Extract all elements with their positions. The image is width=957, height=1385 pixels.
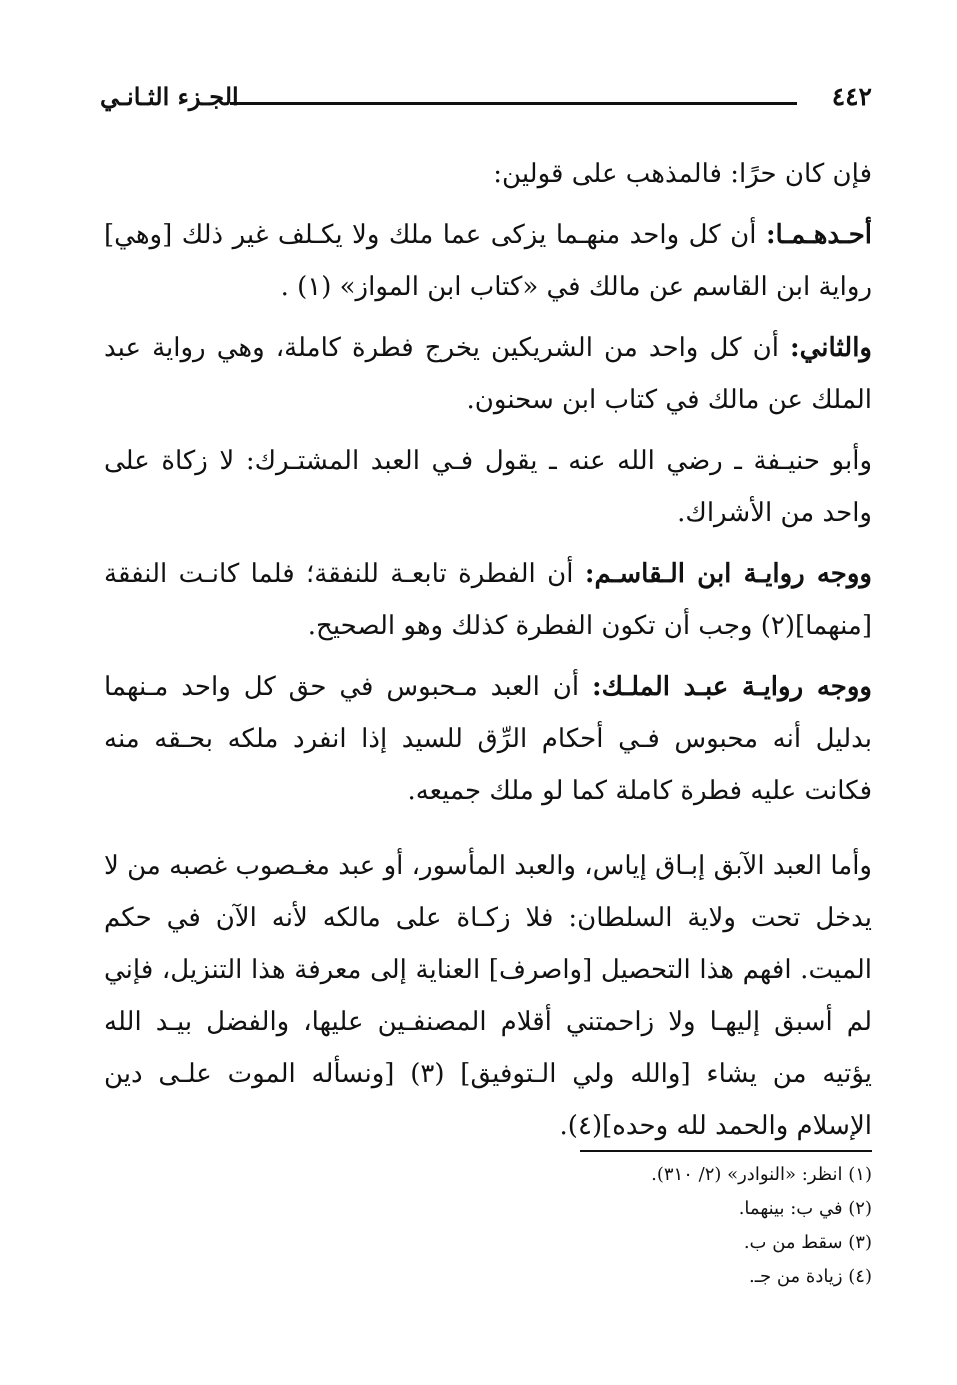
page-header (100, 78, 872, 118)
paragraph (104, 148, 872, 200)
paragraph-text: وأبو حنيـفة ـ رضي الله عنه ـ يقول فـي العبد المشتـرك: لا زكاة على واحد من الأشراك. (104, 446, 872, 528)
running-title: الجـزء الثـانـي (100, 82, 239, 111)
paragraph-text: أن كل واحد من الشريكين يخرج فطرة كاملة، وهي رواية عبد الملك عن مالك في كتاب ابن سحنون. (104, 333, 872, 415)
paragraph (104, 322, 872, 426)
paragraph-lead: ووجه روايـة ابن الـقاسـم: (584, 559, 872, 589)
paragraph (104, 548, 872, 652)
footnote: (٣) سقط من ب. (743, 1232, 872, 1253)
paragraph-text: فإن كان حرًا: فالمذهب على قولين: (493, 159, 872, 189)
paragraph-lead: والثاني: (790, 333, 872, 363)
page-number: ٤٤٢ (831, 82, 872, 111)
paragraph (104, 209, 872, 313)
paragraph-text: أن كل واحد منهـما يزكى عما ملك ولا يكـلف غير ذلك [وهي] رواية ابن القاسم عن مالك في «كتاب ابن المواز» (١) . (104, 220, 872, 302)
body-text (104, 148, 872, 1161)
paragraph (104, 435, 872, 539)
paragraph-text: أن الفطرة تابعـة للنفقة؛ فلما كانـت النفقة [منهما](٢) وجب أن تكون الفطرة كذلك وهو الصحيح. (104, 559, 872, 641)
paragraph-lead: أحـدهـمـا: (765, 220, 872, 250)
header-rule (230, 102, 797, 105)
footnote: (٢) في ب: بينهما. (738, 1198, 872, 1219)
footnote-rule (580, 1150, 872, 1152)
paragraph-lead: ووجه روايـة عبـد الملـك: (592, 672, 872, 702)
paragraph (104, 661, 872, 817)
paragraph (104, 840, 872, 1152)
footnotes (172, 1158, 872, 1294)
footnote: (١) انظر: «النوادر» (٢/ ٣١٠). (651, 1164, 872, 1185)
footnote: (٤) زيادة من جـ. (749, 1266, 872, 1287)
paragraph-text: وأما العبد الآبق إبـاق إياس، والعبد المأسور، أو عبد مغـصوب غصبه من لا يدخل تحت ولاية السلطان: فلا زكـاة على مالكه لأنه الآن في حكم الميت. افهم هذا التحصيل [واصرف] العناية إلى معرفة هذا التنزيل، فإني لم أسبق إليهـا ولا زاحمتني أقلام المصنفـين عليها، والفضل بيـد الله يؤتيه من يشاء [والله ولي الـتوفيق] (٣) [ونسأله الموت علـى دين الإسلام والحمد لله وحده](٤). (104, 851, 873, 1141)
paragraph-text: أن العبد مـحبوس في حق كل واحد مـنهما بدليل أنه محبوس فـي أحكام الرِّق للسيد إذا انفرد ملكه بحـقه منه فكانت عليه فطرة كاملة كما لو ملك جميعه. (104, 672, 872, 806)
